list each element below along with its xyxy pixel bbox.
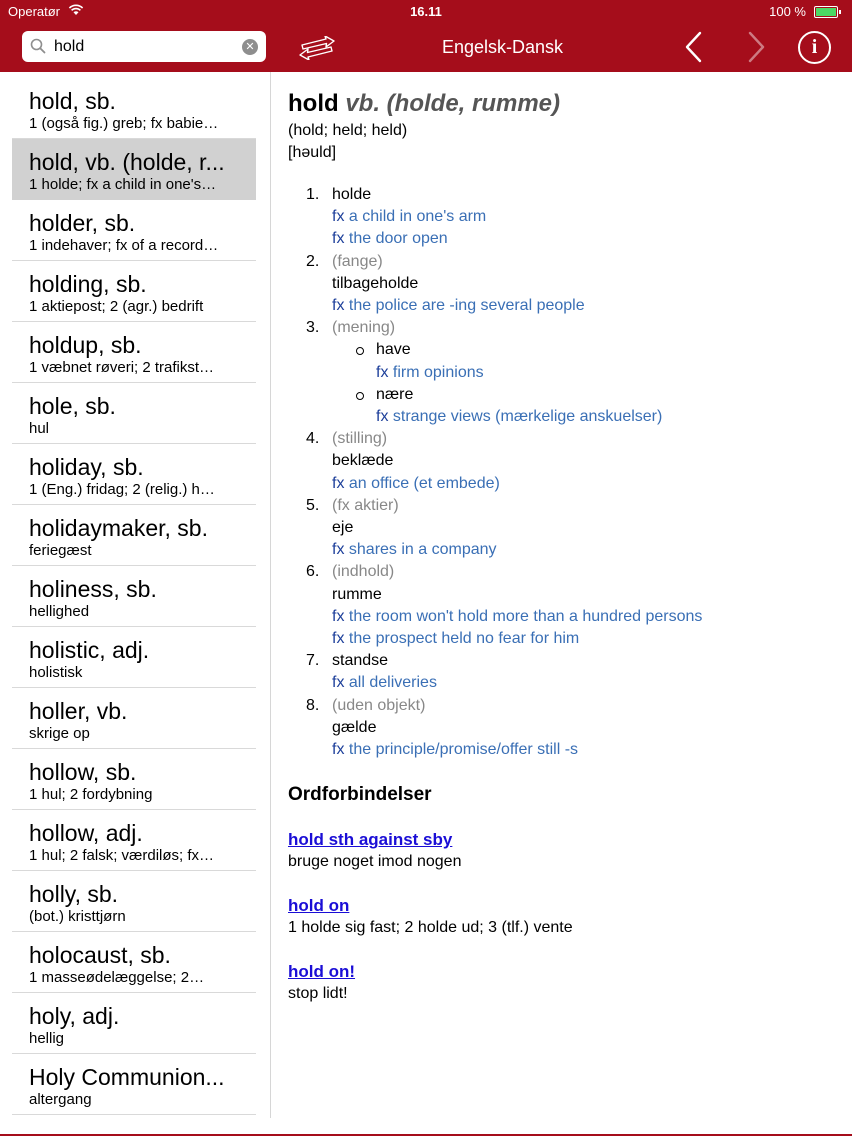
sense-number: 2. — [306, 252, 320, 270]
list-item-headword: holiday, sb. — [29, 454, 144, 480]
list-item[interactable] — [12, 322, 256, 383]
phrase-link[interactable]: hold on! — [288, 962, 356, 982]
list-item[interactable] — [12, 505, 256, 566]
sense-context: (stilling) — [332, 430, 388, 448]
search-icon — [30, 38, 46, 54]
list-item[interactable] — [12, 261, 256, 322]
sense-translation: rumme — [332, 585, 382, 603]
list-item[interactable] — [12, 810, 256, 871]
chevron-left-icon[interactable] — [680, 30, 710, 64]
sense-context: (fx aktier) — [332, 496, 399, 514]
sense-item — [288, 428, 838, 495]
phrase-definition: stop lidt! — [288, 985, 348, 1003]
phrases-list — [288, 829, 838, 1005]
example-text: the door open — [348, 230, 448, 248]
status-bar — [0, 0, 852, 24]
list-item-headword: hole, sb. — [29, 393, 116, 419]
battery-percentage: 100 % — [769, 4, 806, 19]
swap-icon[interactable] — [298, 36, 336, 60]
clock: 16.11 — [410, 4, 442, 19]
list-item-headword: hold, sb. — [29, 88, 116, 114]
list-item-headword: hold, vb. (holde, r... — [29, 149, 225, 175]
list-item-headword: holding, sb. — [29, 271, 147, 297]
sense-item — [288, 561, 838, 650]
sub-sense-text: have — [376, 341, 411, 359]
list-item-summary: feriegæst — [29, 542, 92, 559]
list-item-summary: 1 væbnet røveri; 2 trafikst… — [29, 359, 215, 376]
list-item[interactable] — [12, 200, 256, 261]
list-item-headword: hollow, sb. — [29, 759, 137, 785]
sense-context: (fange) — [332, 252, 383, 270]
example-marker: fx — [332, 674, 345, 692]
list-item-headword: holidaymaker, sb. — [29, 515, 208, 541]
example-line — [332, 206, 838, 228]
sense-item — [288, 650, 838, 694]
sense-translation: holde — [332, 186, 372, 203]
sense-context: (indhold) — [332, 563, 395, 581]
list-item-headword: holiness, sb. — [29, 576, 157, 602]
sub-sense-text: nære — [376, 385, 414, 403]
list-item-summary: hellig — [29, 1030, 65, 1047]
phrases-heading: Ordforbindelser — [288, 784, 432, 806]
example-text: shares in a company — [348, 541, 497, 559]
list-item[interactable] — [12, 627, 256, 688]
nav-title: Engelsk-Dansk — [441, 37, 564, 57]
example-line — [332, 739, 838, 761]
example-text: the prospect held no fear for him — [348, 630, 580, 648]
example-marker: fx — [376, 408, 389, 426]
sense-context: (uden objekt) — [332, 696, 426, 714]
list-item-summary: 1 aktiepost; 2 (agr.) bedrift — [29, 298, 204, 315]
sub-sense — [332, 384, 838, 406]
list-item-summary: hellighed — [29, 603, 90, 620]
battery-fill — [816, 8, 836, 16]
list-item-summary: 1 (også fig.) greb; fx babie… — [29, 115, 219, 132]
example-text: all deliveries — [348, 674, 437, 692]
list-item[interactable] — [12, 688, 256, 749]
clear-icon[interactable]: ✕ — [242, 39, 258, 55]
example-marker: fx — [332, 208, 345, 226]
list-item[interactable] — [12, 566, 256, 627]
sense-number: 4. — [306, 430, 320, 448]
list-item-headword: hollow, adj. — [29, 820, 143, 846]
list-item-headword: holocaust, sb. — [29, 942, 171, 968]
sense-context: (mening) — [332, 319, 396, 337]
example-line — [332, 228, 838, 250]
list-item[interactable] — [12, 383, 256, 444]
sense-translation: standse — [332, 652, 389, 670]
example-text: a child in one's arm — [348, 208, 487, 226]
list-item-headword: holistic, adj. — [29, 637, 150, 663]
entry-forms: (hold; held; held) — [288, 122, 408, 139]
carrier-label: Operatør — [8, 4, 61, 19]
example-text: the principle/promise/offer still -s — [348, 741, 579, 759]
list-item-headword: Holy Communion... — [29, 1064, 225, 1090]
chevron-right-icon[interactable] — [740, 30, 770, 64]
list-item[interactable] — [12, 993, 256, 1054]
phrase-item — [288, 895, 838, 939]
sense-translation: eje — [332, 519, 354, 537]
example-line — [332, 362, 838, 384]
list-item-headword: holly, sb. — [29, 881, 119, 907]
sense-item — [288, 251, 838, 318]
phrase-item — [288, 829, 838, 873]
word-list — [0, 72, 271, 1118]
example-marker: fx — [332, 297, 345, 315]
sense-item — [288, 184, 838, 251]
entry-pronunciation: [həuld] — [288, 144, 337, 161]
list-item[interactable] — [12, 749, 256, 810]
list-item-summary: 1 holde; fx a child in one's… — [29, 176, 217, 193]
info-icon[interactable]: i — [798, 31, 831, 64]
bullet-icon — [356, 392, 364, 400]
list-item-summary: 1 masseødelæggelse; 2… — [29, 969, 205, 986]
entry-headword: hold — [288, 90, 339, 117]
list-item[interactable] — [12, 932, 256, 993]
phrase-definition: bruge noget imod nogen — [288, 853, 462, 871]
example-marker: fx — [376, 363, 389, 381]
navigation-bar — [0, 0, 852, 72]
list-item[interactable] — [12, 78, 256, 139]
sense-item — [288, 317, 838, 428]
entry-title — [288, 88, 838, 120]
example-line — [332, 628, 838, 650]
sense-item — [288, 495, 838, 562]
search-bar[interactable] — [22, 31, 266, 62]
example-marker: fx — [332, 607, 345, 625]
example-text: firm opinions — [392, 363, 484, 381]
example-line — [332, 295, 838, 317]
bullet-icon — [356, 347, 364, 355]
sense-number: 3. — [306, 319, 320, 337]
example-marker: fx — [332, 630, 345, 648]
senses-list — [288, 184, 838, 761]
example-line — [332, 606, 838, 628]
list-item[interactable] — [12, 444, 256, 505]
example-marker: fx — [332, 230, 345, 248]
list-item-summary: 1 hul; 2 falsk; værdiløs; fx… — [29, 847, 215, 864]
list-item-summary: 1 indehaver; fx of a record… — [29, 237, 219, 254]
list-item-summary: skrige op — [29, 725, 90, 742]
sense-translation: beklæde — [332, 452, 394, 470]
sense-item — [288, 695, 838, 762]
phrase-link[interactable]: hold sth against sby — [288, 830, 453, 850]
example-line — [332, 539, 838, 561]
example-text: an office (et embede) — [348, 474, 500, 492]
sense-number: 7. — [306, 652, 320, 670]
list-item-headword: holder, sb. — [29, 210, 136, 236]
list-item[interactable] — [12, 871, 256, 932]
list-item-headword: holdup, sb. — [29, 332, 142, 358]
sense-number: 5. — [306, 496, 320, 514]
phrase-definition: 1 holde sig fast; 2 holde ud; 3 (tlf.) vente — [288, 919, 573, 937]
example-marker: fx — [332, 541, 345, 559]
example-line — [332, 672, 838, 694]
list-item-summary: (bot.) kristtjørn — [29, 908, 126, 925]
battery-icon — [814, 6, 838, 18]
example-text: the room won't hold more than a hundred persons — [348, 607, 703, 625]
list-item-headword: holler, vb. — [29, 698, 128, 724]
list-item[interactable] — [12, 139, 256, 200]
entry-pos: vb. (holde, rumme) — [345, 90, 561, 117]
example-text: the police are -ing several people — [348, 297, 585, 315]
phrase-item — [288, 961, 838, 1005]
example-marker: fx — [332, 474, 345, 492]
example-line — [332, 406, 838, 428]
list-item[interactable] — [12, 1054, 256, 1115]
sense-number: 1. — [306, 186, 320, 203]
phrase-link[interactable]: hold on — [288, 896, 350, 916]
sense-number: 6. — [306, 563, 320, 581]
example-marker: fx — [332, 741, 345, 759]
list-item-summary: holistisk — [29, 664, 83, 681]
list-item-summary: 1 (Eng.) fridag; 2 (relig.) h… — [29, 481, 215, 498]
example-line — [332, 473, 838, 495]
sense-number: 8. — [306, 696, 320, 714]
entry-panel — [288, 88, 838, 1005]
sense-translation: tilbageholde — [332, 274, 419, 292]
example-text: strange views (mærkelige anskuelser) — [392, 408, 663, 426]
list-item-summary: 1 hul; 2 fordybning — [29, 786, 153, 803]
list-item-summary: altergang — [29, 1091, 92, 1108]
search-input[interactable] — [54, 35, 234, 58]
list-item-headword: holy, adj. — [29, 1003, 120, 1029]
sense-translation: gælde — [332, 718, 377, 736]
list-item-summary: hul — [29, 420, 50, 437]
sub-sense — [332, 339, 838, 361]
